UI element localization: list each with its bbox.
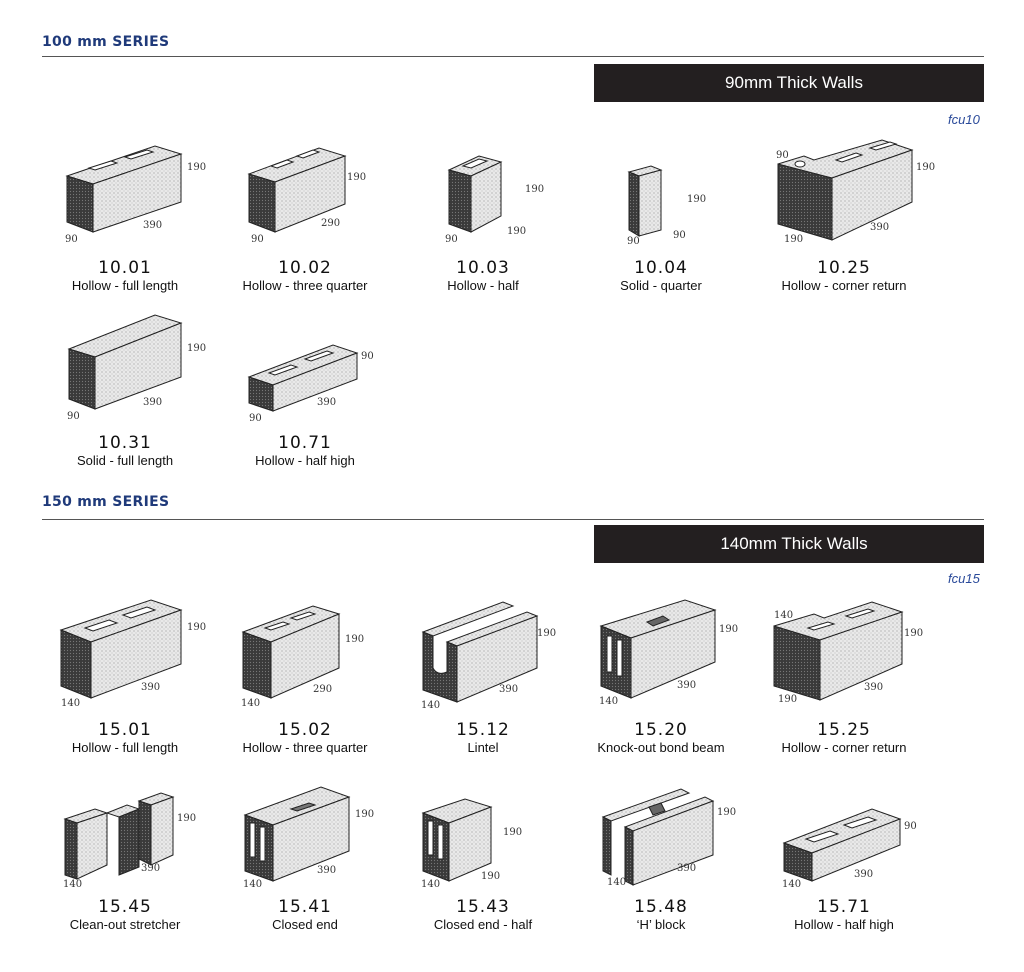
- svg-text:190: 190: [345, 634, 365, 645]
- svg-text:390: 390: [870, 222, 890, 233]
- block-number: 10.25: [817, 258, 871, 278]
- block-number: 15.20: [634, 720, 688, 740]
- block-diagram: [225, 136, 385, 256]
- block-description: Clean-out stretcher: [69, 917, 181, 932]
- block-item[interactable]: [403, 598, 563, 760]
- wall-thickness-banner: [594, 64, 984, 102]
- svg-text:390: 390: [499, 684, 519, 695]
- svg-text:140: 140: [599, 696, 619, 707]
- svg-text:190: 190: [778, 694, 798, 705]
- block-item[interactable]: [45, 311, 205, 473]
- block-description: Hollow - full length: [71, 278, 179, 293]
- block-number: 10.71: [278, 433, 332, 453]
- block-diagram: [45, 775, 205, 895]
- svg-text:190: 190: [916, 162, 936, 173]
- svg-text:90: 90: [776, 150, 789, 161]
- svg-text:190: 190: [187, 622, 207, 633]
- svg-text:390: 390: [143, 220, 163, 231]
- svg-text:190: 190: [187, 343, 207, 354]
- block-item[interactable]: [764, 136, 936, 298]
- svg-text:290: 290: [321, 218, 341, 229]
- svg-text:140: 140: [421, 879, 441, 890]
- block-item[interactable]: [764, 598, 924, 760]
- svg-text:90: 90: [67, 411, 80, 422]
- svg-text:190: 190: [537, 628, 557, 639]
- svg-text:90: 90: [627, 236, 640, 247]
- block-item[interactable]: [225, 775, 385, 937]
- block-description: Closed end - half: [433, 917, 533, 932]
- svg-text:190: 190: [687, 194, 707, 205]
- svg-text:190: 190: [187, 162, 207, 173]
- block-item[interactable]: [225, 598, 385, 760]
- svg-text:390: 390: [317, 397, 337, 408]
- block-number: 15.01: [98, 720, 152, 740]
- svg-text:190: 190: [503, 827, 523, 838]
- block-diagram: [45, 311, 205, 431]
- series-150-title: 150 mm SERIES: [42, 494, 170, 510]
- banner-label: 90mm Thick Walls: [725, 73, 863, 92]
- block-description: Knock-out bond beam: [597, 740, 725, 755]
- block-diagram: [403, 598, 563, 718]
- svg-text:90: 90: [251, 234, 264, 245]
- series-100-title: 100 mm SERIES: [42, 34, 170, 50]
- block-diagram: [764, 136, 936, 256]
- block-diagram: [764, 775, 924, 895]
- svg-text:390: 390: [864, 682, 884, 693]
- svg-text:190: 190: [177, 813, 197, 824]
- block-diagram: [403, 775, 563, 895]
- svg-text:190: 190: [719, 624, 739, 635]
- block-number: 10.01: [98, 258, 152, 278]
- svg-text:390: 390: [854, 869, 874, 880]
- block-diagram: [225, 311, 385, 431]
- block-item[interactable]: [581, 598, 741, 760]
- block-description: Hollow - full length: [71, 740, 179, 755]
- svg-text:390: 390: [677, 863, 697, 874]
- block-description: Closed end: [272, 917, 338, 932]
- svg-text:90: 90: [65, 234, 78, 245]
- block-description: ‘H’ block: [636, 917, 686, 932]
- svg-text:390: 390: [141, 682, 161, 693]
- svg-text:140: 140: [63, 879, 83, 890]
- block-description: Hollow - corner return: [781, 278, 907, 293]
- svg-text:140: 140: [782, 879, 802, 890]
- svg-text:140: 140: [774, 610, 794, 621]
- block-description: Hollow - corner return: [781, 740, 907, 755]
- block-item[interactable]: [581, 136, 741, 298]
- product-code: fcu10: [948, 112, 980, 127]
- section-divider: [42, 519, 984, 520]
- section-divider: [42, 56, 984, 57]
- svg-text:140: 140: [421, 700, 441, 711]
- block-number: 10.03: [456, 258, 510, 278]
- block-diagram: [764, 598, 924, 718]
- block-number: 15.02: [278, 720, 332, 740]
- svg-text:90: 90: [361, 351, 374, 362]
- block-item[interactable]: [403, 136, 563, 298]
- svg-text:90: 90: [445, 234, 458, 245]
- block-diagram: [581, 775, 741, 895]
- block-diagram: [581, 136, 741, 256]
- block-description: Solid - quarter: [620, 278, 702, 293]
- svg-text:140: 140: [61, 698, 81, 709]
- block-number: 10.02: [278, 258, 332, 278]
- block-diagram: [45, 136, 205, 256]
- svg-text:140: 140: [243, 879, 263, 890]
- svg-text:390: 390: [143, 397, 163, 408]
- svg-text:190: 190: [347, 172, 367, 183]
- block-description: Hollow - half high: [794, 917, 894, 932]
- svg-text:390: 390: [317, 865, 337, 876]
- svg-text:190: 190: [481, 871, 501, 882]
- wall-thickness-banner: [594, 525, 984, 563]
- svg-text:190: 190: [717, 807, 737, 818]
- block-item[interactable]: [45, 775, 205, 937]
- block-diagram: [225, 775, 385, 895]
- block-number: 15.12: [456, 720, 510, 740]
- block-description: Lintel: [467, 740, 499, 755]
- product-code: fcu15: [948, 571, 980, 586]
- block-diagram: [45, 598, 205, 718]
- svg-text:90: 90: [673, 230, 686, 241]
- block-number: 15.45: [98, 897, 152, 917]
- block-diagram: [581, 598, 741, 718]
- block-description: Solid - full length: [76, 453, 174, 468]
- block-number: 15.41: [278, 897, 332, 917]
- svg-text:190: 190: [507, 226, 527, 237]
- block-diagram: [225, 598, 385, 718]
- svg-text:390: 390: [141, 863, 161, 874]
- block-number: 15.48: [634, 897, 688, 917]
- block-item[interactable]: [403, 775, 563, 937]
- block-number: 15.43: [456, 897, 510, 917]
- block-number: 15.25: [817, 720, 871, 740]
- block-item[interactable]: [225, 136, 385, 298]
- block-number: 15.71: [817, 897, 871, 917]
- banner-label: 140mm Thick Walls: [720, 534, 868, 553]
- block-item[interactable]: [45, 598, 205, 760]
- svg-text:90: 90: [904, 821, 917, 832]
- svg-text:140: 140: [241, 698, 261, 709]
- block-item[interactable]: [581, 775, 741, 937]
- svg-text:140: 140: [607, 877, 627, 888]
- block-item[interactable]: [45, 136, 205, 298]
- block-item[interactable]: [225, 311, 385, 473]
- svg-text:290: 290: [313, 684, 333, 695]
- svg-text:190: 190: [904, 628, 924, 639]
- svg-text:190: 190: [355, 809, 375, 820]
- svg-text:390: 390: [677, 680, 697, 691]
- block-number: 10.31: [98, 433, 152, 453]
- block-number: 10.04: [634, 258, 688, 278]
- block-item[interactable]: [764, 775, 924, 937]
- svg-text:190: 190: [784, 234, 804, 245]
- block-description: Hollow - three quarter: [242, 740, 368, 755]
- block-description: Hollow - half: [447, 278, 519, 293]
- svg-text:190: 190: [525, 184, 545, 195]
- svg-text:90: 90: [249, 413, 262, 424]
- block-diagram: [403, 136, 563, 256]
- block-description: Hollow - three quarter: [242, 278, 368, 293]
- block-description: Hollow - half high: [255, 453, 355, 468]
